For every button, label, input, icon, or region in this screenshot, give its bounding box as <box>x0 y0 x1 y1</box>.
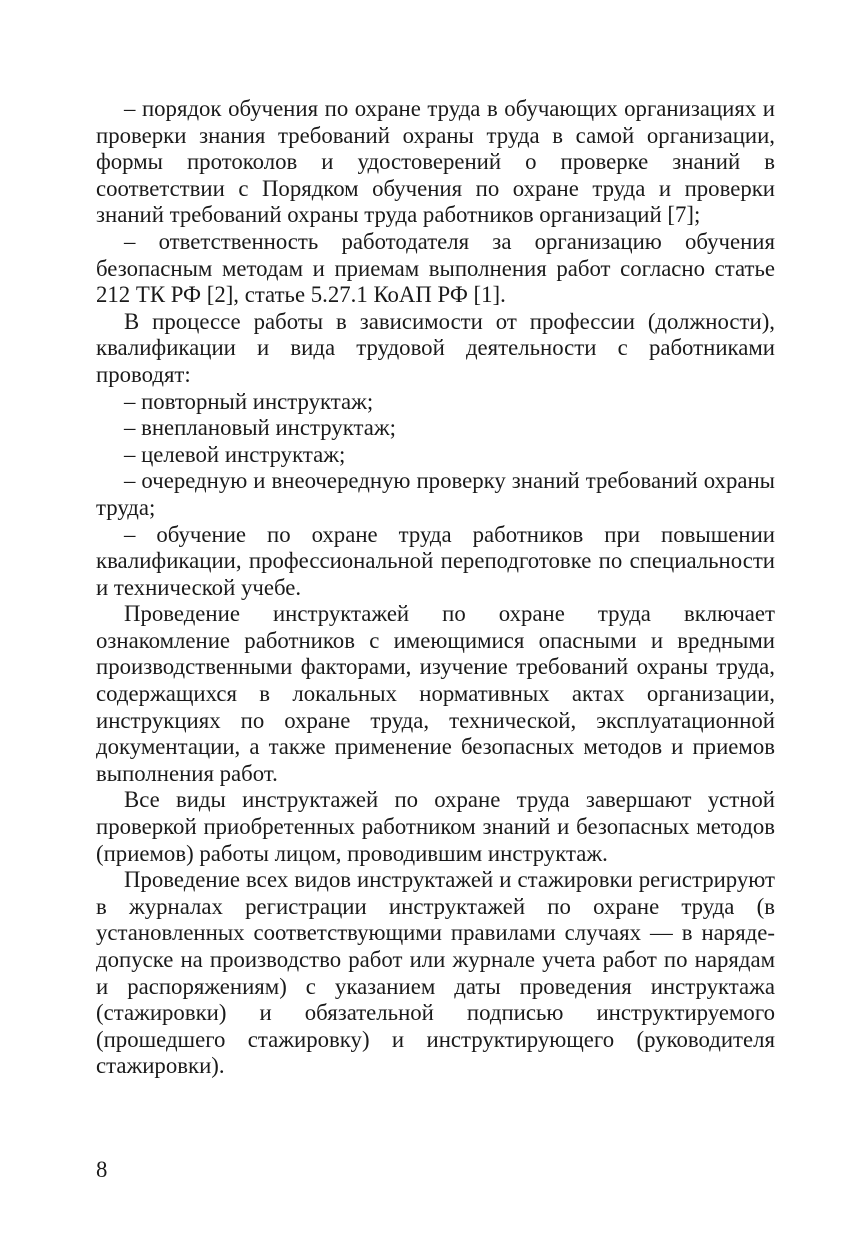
list-item: – внеплановый инструктаж; <box>124 415 396 441</box>
list-item: – целевой инструктаж; <box>124 441 346 467</box>
paragraph: Проведение инструктажей по охране труда включает ознакомление работников с имеющимися опасными и вредными производственными факторами, изучение требований охраны труда, содержащихся в локальных нормативных актах организации, инструкциях по охране труда, технической, эксплуатационной документации, а также применение безопасных методов и приемов выполнения работ. <box>96 601 775 786</box>
page-body <box>96 96 775 1080</box>
paragraph: В процессе работы в зависимости от профессии (должности), квалификации и вида трудовой деятельности с работниками проводят: <box>96 308 775 387</box>
paragraph: Проведение всех видов инструктажей и стажировки регистрируют в журналах регистрации инструктажей по охране труда (в установленных соответствующими правилами случаях — в наряде-допуске на производство работ или журнале учета работ по нарядам и распоряжениям) с указанием даты проведения инструктажа (стажировки) и обязательной подписью инструктируемого (прошедшего стажировку) и инструктирующего (руководителя стажировки). <box>96 867 775 1079</box>
paragraph: – порядок обучения по охране труда в обучающих организациях и проверки знания требований охраны труда в самой организации, формы протоколов и удостоверений о проверке знаний в соответствии с Порядком обучения по охране труда и проверки знаний требований охраны труда работников организаций [7]; <box>96 96 775 228</box>
list-item: – очередную и внеочередную проверку знаний требований охраны труда; <box>96 468 775 520</box>
paragraph: – ответственность работодателя за организацию обучения безопасным методам и приемам выполнения работ согласно статье 212 ТК РФ [2], статье 5.27.1 КоАП РФ [1]. <box>96 228 775 308</box>
page-number: 8 <box>96 1157 108 1182</box>
list-item: – обучение по охране труда работников при повышении квалификации, профессиональной переподготовке по специальности и технической учебе. <box>96 521 775 600</box>
paragraph: Все виды инструктажей по охране труда завершают устной проверкой приобретенных работником знаний и безопасных методов (приемов) работы лицом, проводившим инструктаж. <box>96 787 775 866</box>
list-item: – повторный инструктаж; <box>124 388 374 414</box>
